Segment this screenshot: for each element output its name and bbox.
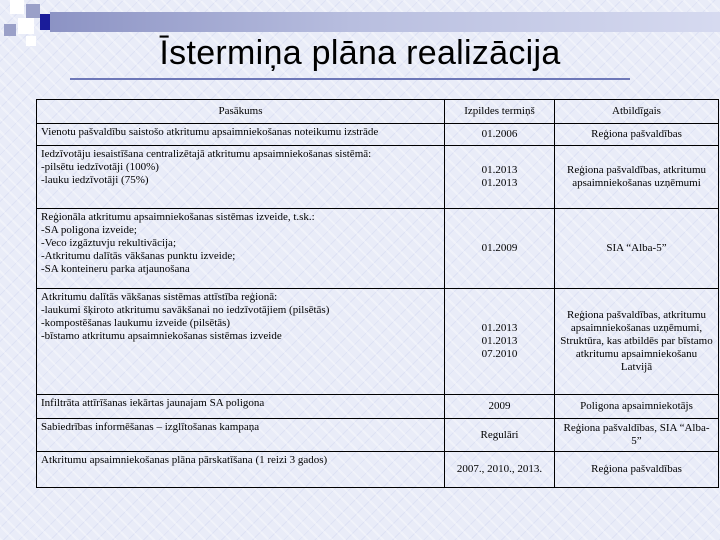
cell-action xyxy=(37,419,445,452)
deadline-line: 2007., 2010., 2013. xyxy=(456,463,543,475)
responsible-line: Reģiona pašvaldības xyxy=(591,128,682,140)
deadline-line: 01.2009 xyxy=(481,242,518,254)
title-underline xyxy=(70,78,630,80)
cell-responsible xyxy=(555,289,719,395)
deadline-line: 01.2013 xyxy=(481,335,518,347)
plan-table xyxy=(36,99,719,488)
header-action: Pasākums xyxy=(37,100,445,124)
action-line: -SA konteineru parka atjaunošana xyxy=(41,263,190,275)
deadline-line: Regulāri xyxy=(480,428,519,441)
table-row xyxy=(37,289,719,395)
cell-action xyxy=(37,146,445,209)
action-line: -laukumi šķiroto atkritumu savākšanai no iedzīvotājiem (pilsētās) xyxy=(41,304,330,316)
action-line: -Veco izgāztuvju rekultivācija; xyxy=(41,237,176,249)
corner-square-gray-1 xyxy=(26,4,40,18)
cell-action xyxy=(37,124,445,146)
table-header-row xyxy=(37,100,719,124)
action-line: -SA poligona izveide; xyxy=(41,224,137,236)
responsible-line: SIA “Alba-5” xyxy=(606,242,667,254)
cell-action xyxy=(37,209,445,289)
slide-title: Īstermiņa plāna realizācija xyxy=(159,34,561,72)
table-row xyxy=(37,452,719,488)
cell-responsible xyxy=(555,419,719,452)
header-responsible: Atbildīgais xyxy=(555,100,719,124)
responsible-line: Poligona apsaimniekotājs xyxy=(580,400,693,412)
cell-deadline xyxy=(445,395,555,419)
cell-action xyxy=(37,289,445,395)
table-row xyxy=(37,124,719,146)
table-row xyxy=(37,395,719,419)
action-line: Atkritumu dalītās vākšanas sistēmas attīstība reģionā: xyxy=(41,291,278,303)
deadline-line: 01.2013 xyxy=(481,177,518,189)
cell-responsible xyxy=(555,209,719,289)
cell-action xyxy=(37,395,445,419)
corner-square-white-2 xyxy=(18,18,34,34)
deadline-line: 01.2006 xyxy=(481,128,518,140)
table-row xyxy=(37,209,719,289)
cell-deadline xyxy=(445,289,555,395)
corner-square-white-1 xyxy=(10,0,24,14)
responsible-line: Reģiona pašvaldības, atkritumu apsaimniekošanas uzņēmumi, xyxy=(567,309,706,334)
action-line: Atkritumu apsaimniekošanas plāna pārskatīšana (1 reizi 3 gados) xyxy=(41,454,328,466)
deadline-line: 01.2013 xyxy=(481,322,518,334)
action-line: -Atkritumu dalītās vākšanas punktu izveide; xyxy=(41,250,236,262)
cell-deadline xyxy=(445,452,555,488)
cell-responsible xyxy=(555,146,719,209)
table-row xyxy=(37,419,719,452)
responsible-line: Reģiona pašvaldības, SIA “Alba-5” xyxy=(563,422,710,447)
deadline-line: 07.2010 xyxy=(481,348,518,360)
action-line: Sabiedrības informēšanas – izglītošanas kampaņa xyxy=(41,421,260,433)
header-deadline: Izpildes termiņš xyxy=(445,100,555,124)
deadline-line: 01.2013 xyxy=(481,164,518,176)
action-line: -lauku iedzīvotāji (75%) xyxy=(41,174,149,186)
action-line: -pilsētu iedzīvotāji (100%) xyxy=(41,161,159,173)
cell-deadline xyxy=(445,419,555,452)
responsible-line: Reģiona pašvaldības xyxy=(591,463,682,475)
action-line: Infiltrāta attīrīšanas iekārtas jaunajam SA poligona xyxy=(41,397,265,409)
responsible-line: Reģiona pašvaldības, atkritumu apsaimniekošanas uzņēmumi xyxy=(567,164,706,189)
action-line: -kompostēšanas laukumu izveide (pilsētās) xyxy=(41,317,231,329)
table-row xyxy=(37,146,719,209)
cell-action xyxy=(37,452,445,488)
responsible-line: Struktūra, kas atbildēs par bīstamo atkritumu apsaimniekošanu Latvijā xyxy=(560,335,713,373)
action-line: Reģionāla atkritumu apsaimniekošanas sistēmas izveide, t.sk.: xyxy=(41,211,315,223)
cell-deadline xyxy=(445,124,555,146)
cell-deadline xyxy=(445,209,555,289)
action-line: -bīstamo atkritumu apsaimniekošanas sistēmas izveide xyxy=(41,330,282,342)
cell-responsible xyxy=(555,124,719,146)
action-line: Vienotu pašvaldību saistošo atkritumu apsaimniekošanas noteikumu izstrāde xyxy=(41,126,379,138)
cell-deadline xyxy=(445,146,555,209)
cell-responsible xyxy=(555,395,719,419)
cell-responsible xyxy=(555,452,719,488)
deadline-line: 2009 xyxy=(488,400,511,412)
header-gradient-bar xyxy=(50,12,720,32)
action-line: Iedzīvotāju iesaistīšana centralizētajā atkritumu apsaimniekošanas sistēmā: xyxy=(41,148,372,160)
